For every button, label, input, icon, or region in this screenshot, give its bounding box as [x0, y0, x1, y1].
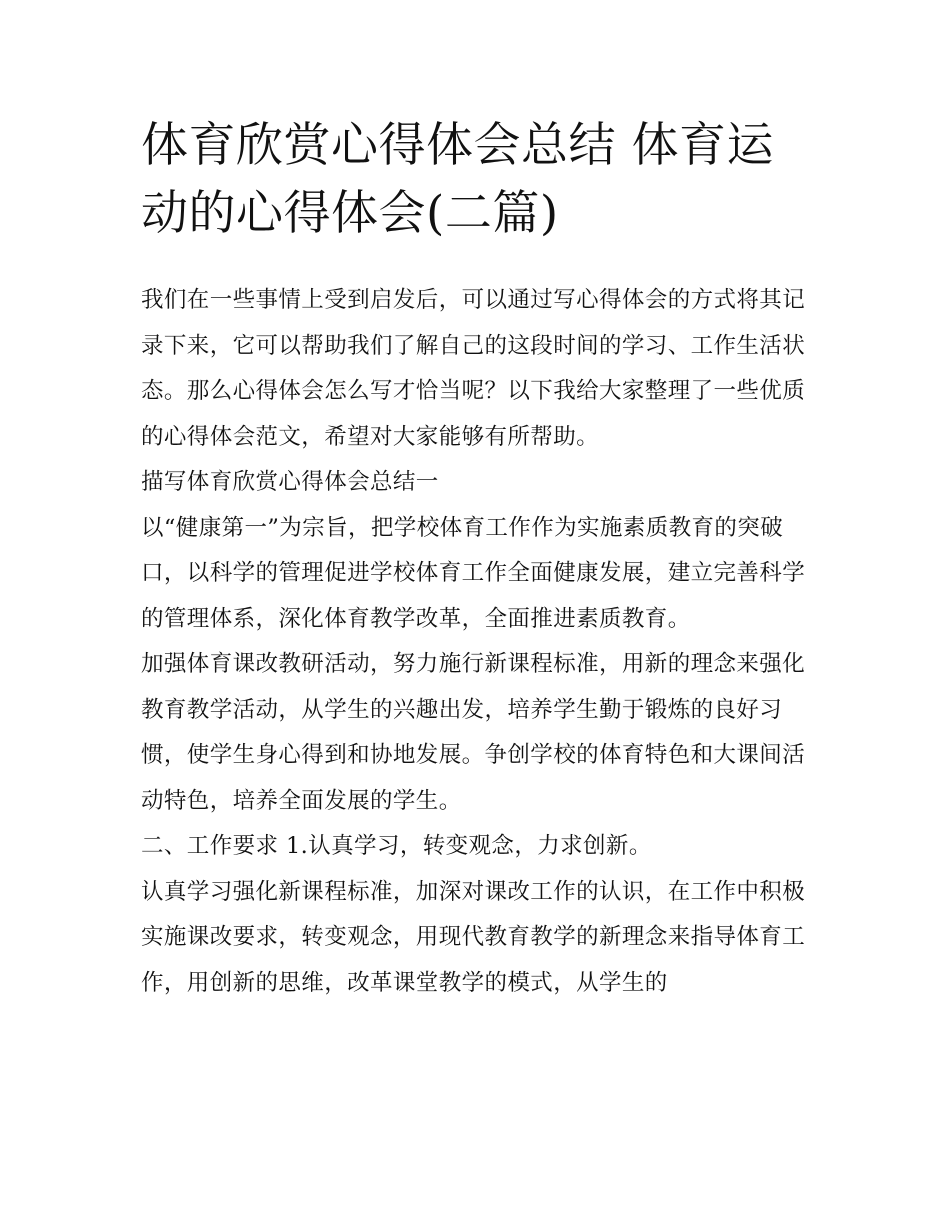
work-requirements-heading: 二、工作要求 1.认真学习，转变观念，力求创新。 [141, 833, 652, 859]
intro-paragraph: 我们在一些事情上受到启发后，可以通过写心得体会的方式将其记录下来，它可以帮助我们了解自己的这段时间的学习、工作生活状态。那么心得体会怎么写才恰当呢？以下我给大家整理了一些优质的心得体会范文，希望对大家能够有所帮助。 [141, 287, 806, 450]
document-title: 体育欣赏心得体会总结 体育运动的心得体会(二篇) [141, 118, 774, 241]
body-paragraph: 加强体育课改教研活动，努力施行新课程标准，用新的理念来强化教育教学活动，从学生的兴趣出发，培养学生勤于锻炼的良好习惯，使学生身心得到和协地发展。争创学校的体育特色和大课间活动特色，培养全面发展的学生。 [141, 651, 806, 814]
document-body [141, 112, 813, 1006]
body-paragraph: 认真学习强化新课程标准，加深对课改工作的认识，在工作中积极实施课改要求，转变观念，用现代教育教学的新理念来指导体育工作，用创新的思维，改革课堂教学的模式，从学生的 [141, 878, 806, 996]
section-heading: 描写体育欣赏心得体会总结一 [141, 469, 439, 495]
body-paragraph: 以“健康第一”为宗旨，把学校体育工作作为实施素质教育的突破口，以科学的管理促进学校体育工作全面健康发展，建立完善科学的管理体系，深化体育教学改革，全面推进素质教育。 [141, 514, 806, 632]
